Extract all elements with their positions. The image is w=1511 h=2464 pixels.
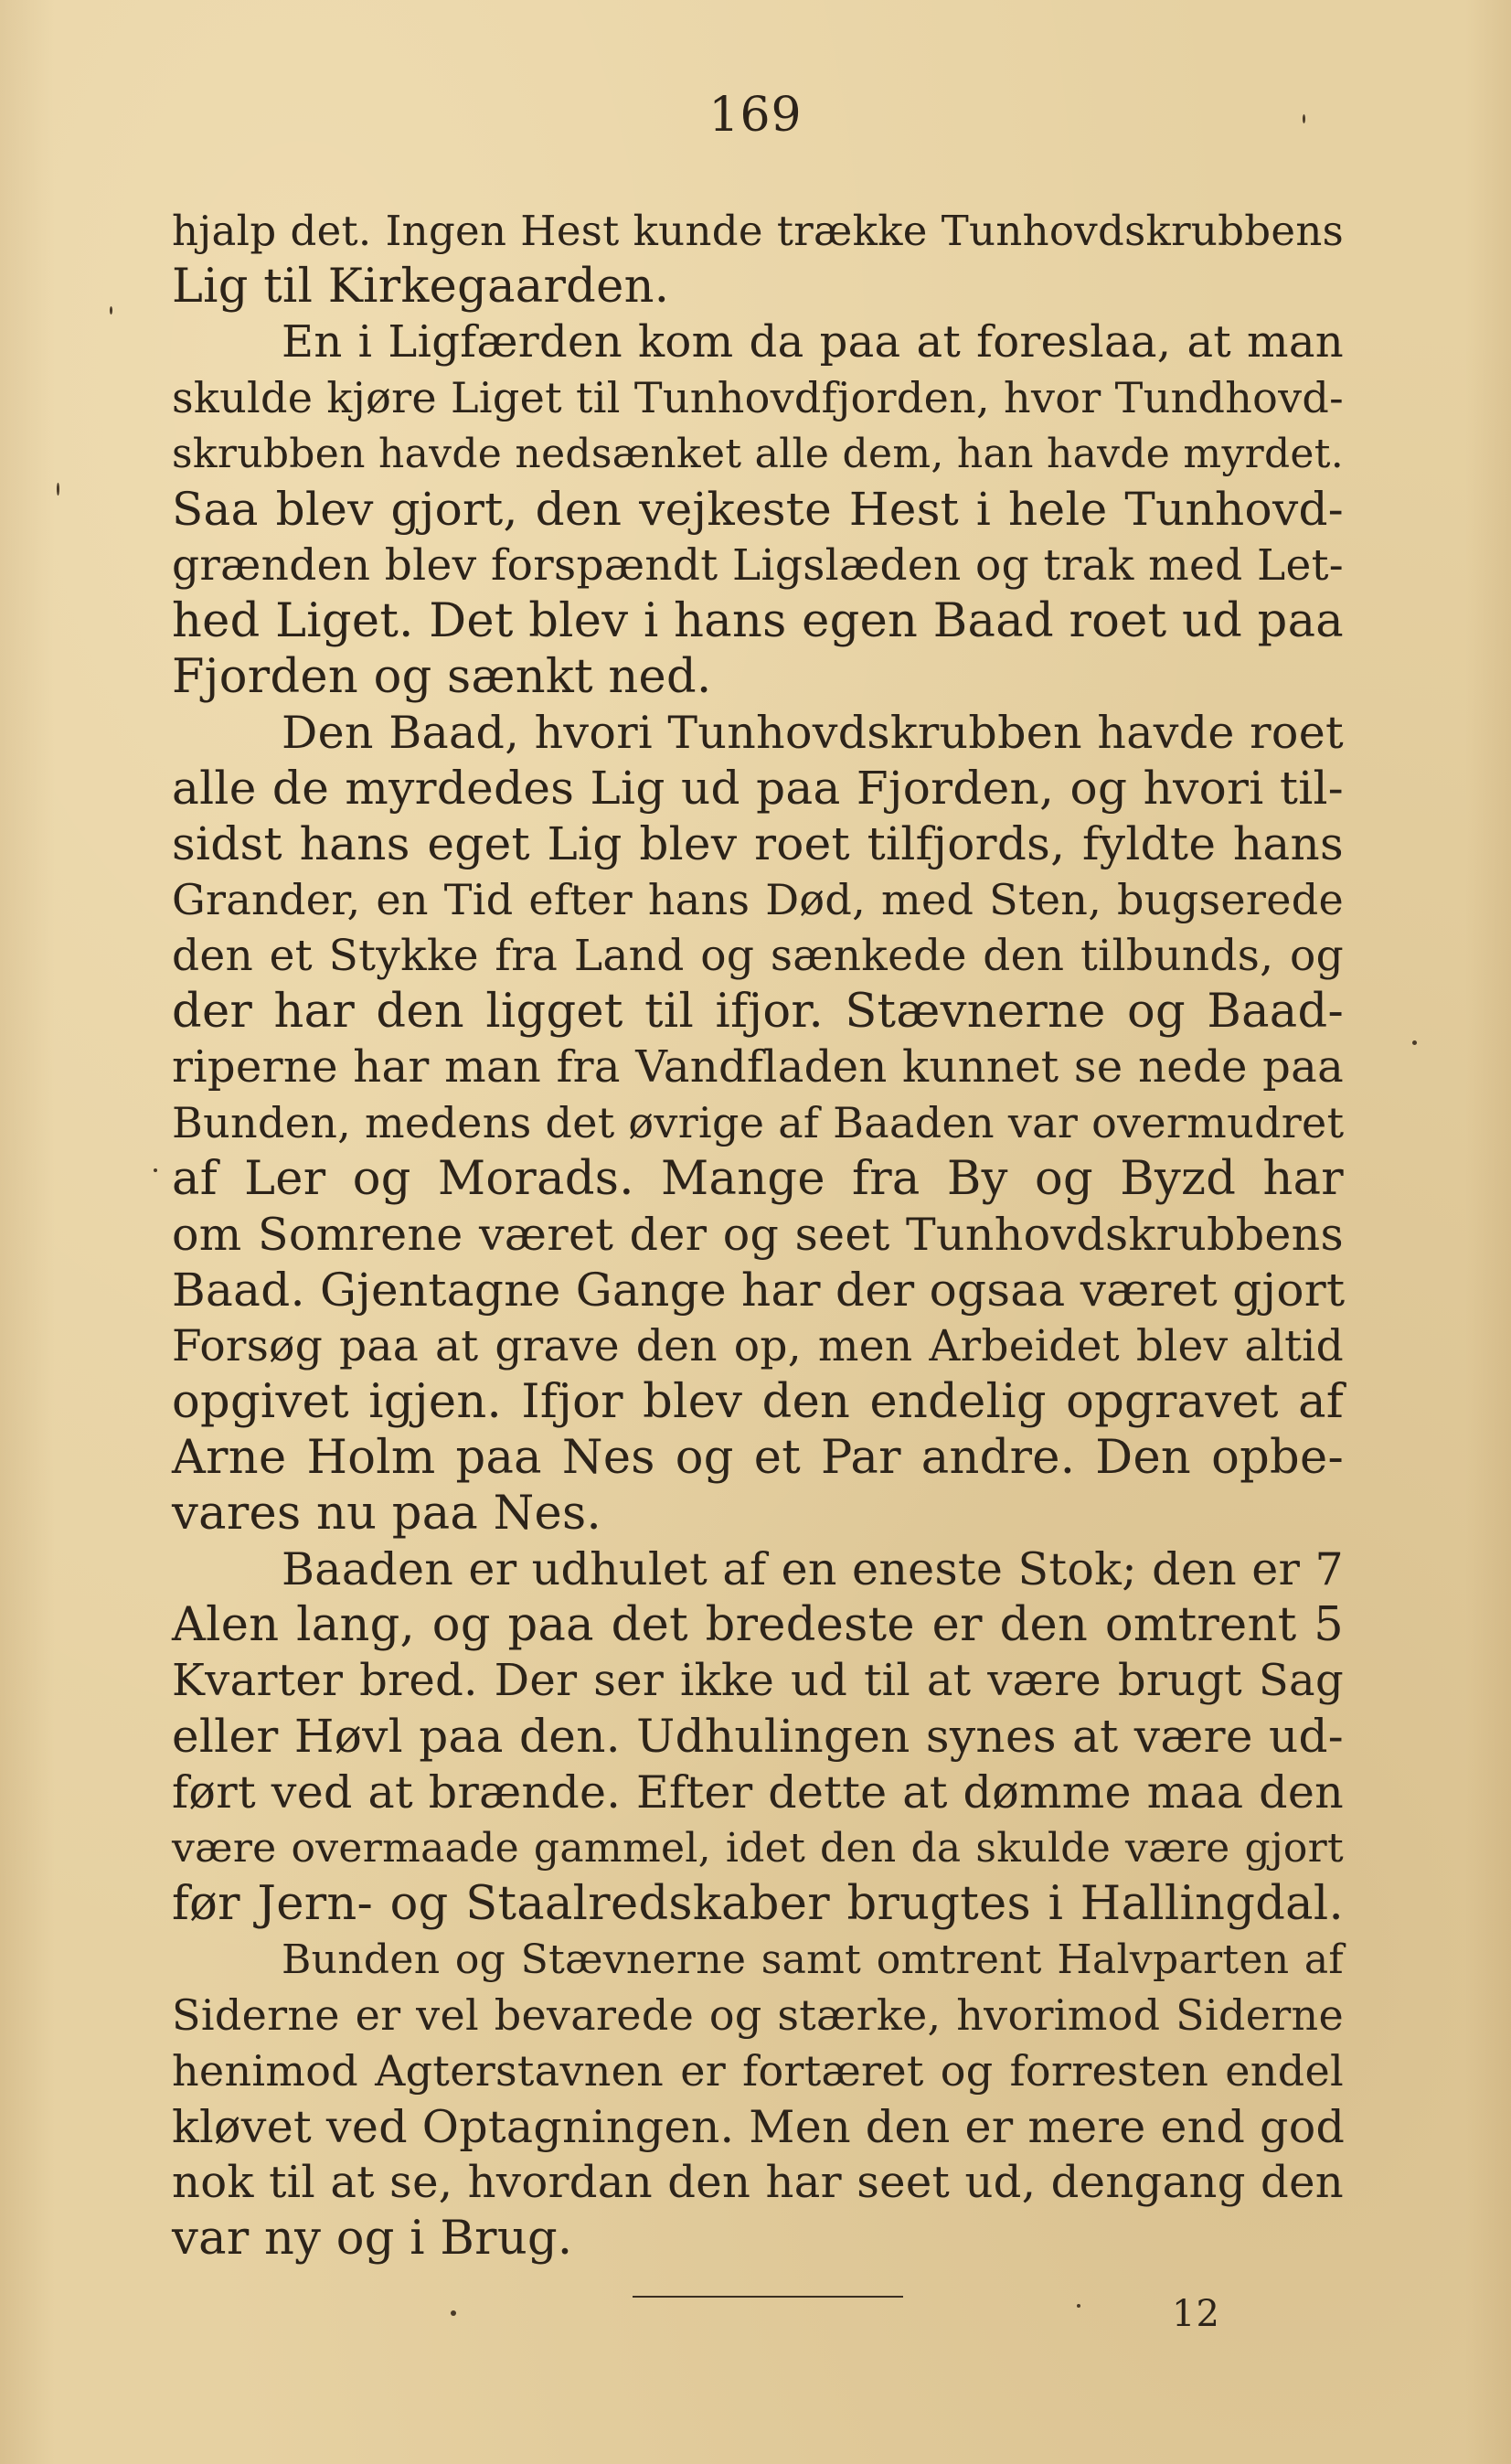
text-line: Bunden og Stævnerne samt omtrent Halvparten af <box>282 1936 1344 1983</box>
text-line: alle de myrdedes Lig ud paa Fjorden, og hvori til- <box>172 762 1344 815</box>
paper-speck <box>451 2310 456 2316</box>
text-line: En i Ligfærden kom da paa at foreslaa, at man <box>282 316 1344 368</box>
text-line: Alen lang, og paa det bredeste er den omtrent 5 <box>172 1598 1344 1652</box>
text-line: den et Stykke fra Land og sænkede den tilbunds, og <box>172 931 1344 981</box>
text-line: henimod Agterstavnen er fortæret og forresten endel <box>172 2046 1344 2096</box>
text-line: Saa blev gjort, den vejkeste Hest i hele Tunhovd- <box>172 483 1344 536</box>
text-line: før Jern- og Staalredskaber brugtes i Hallingdal. <box>172 1877 1344 1931</box>
text-line: riperne har man fra Vandfladen kunnet se nede paa <box>172 1041 1344 1093</box>
text-line: Siderne er vel bevarede og stærke, hvorimod Siderne <box>172 1990 1344 2040</box>
paper-speck <box>110 306 112 315</box>
text-line: ført ved at brænde. Efter dette at dømme maa den <box>172 1766 1344 1819</box>
text-line: Arne Holm paa Nes og et Par andre. Den opbe- <box>172 1431 1344 1485</box>
footer-rule <box>633 2296 903 2298</box>
signature-mark: 12 <box>1172 2293 1220 2335</box>
paper-speck <box>154 1168 157 1172</box>
body-text <box>172 203 1344 2267</box>
text-line: nok til at se, hvordan den har seet ud, dengang den <box>172 2157 1344 2208</box>
text-line: Grander, en Tid efter hans Død, med Sten, bugserede <box>172 875 1344 924</box>
paper-speck <box>1412 1040 1417 1045</box>
paper-speck <box>1077 2304 1080 2308</box>
text-line: vares nu paa Nes. <box>172 1487 602 1541</box>
text-line: hed Liget. Det blev i hans egen Baad roet ud paa <box>172 594 1344 648</box>
text-line: skulde kjøre Liget til Tunhovdfjorden, hvor Tundhovd- <box>172 373 1344 422</box>
text-line: grænden blev forspændt Ligslæden og trak med Let- <box>172 540 1344 591</box>
text-line: Baaden er udhulet af en eneste Stok; den er 7 <box>282 1543 1344 1595</box>
text-line: Kvarter bred. Der ser ikke ud til at være brugt Sag <box>172 1655 1344 1706</box>
text-line: var ny og i Brug. <box>172 2212 573 2266</box>
paper-speck <box>1303 114 1305 123</box>
text-line: der har den ligget til ifjor. Stævnerne og Baad- <box>172 985 1344 1039</box>
text-line: Den Baad, hvori Tunhovdskrubben havde roet <box>282 707 1344 759</box>
text-line: kløvet ved Optagningen. Men den er mere end god <box>172 2101 1346 2153</box>
text-line: sidst hans eget Lig blev roet tilfjords, fyldte hans <box>172 817 1344 870</box>
text-line: Fjorden og sænkt ned. <box>172 650 712 704</box>
text-line: eller Høvl paa den. Udhulingen synes at være ud- <box>172 1710 1344 1763</box>
paper-speck <box>57 483 59 496</box>
text-line: Bunden, medens det øvrige af Baaden var overmudret <box>172 1098 1345 1147</box>
text-line: Forsøg paa at grave den op, men Arbeidet blev altid <box>172 1321 1344 1371</box>
page-number: 169 <box>708 88 803 143</box>
text-line: om Somrene været der og seet Tunhovdskrubbens <box>172 1209 1344 1261</box>
text-line: opgivet igjen. Ifjor blev den endelig opgravet af <box>172 1375 1344 1429</box>
text-line: være overmaade gammel, idet den da skulde være gjort <box>172 1825 1344 1872</box>
text-line: Lig til Kirkegaarden. <box>172 260 670 314</box>
text-line: skrubben havde nedsænket alle dem, han havde myrdet. <box>172 431 1345 477</box>
text-line: hjalp det. Ingen Hest kunde trække Tunhovdskrubbens <box>172 207 1344 255</box>
text-line: Baad. Gjentagne Gange har der ogsaa været gjort <box>172 1264 1346 1317</box>
text-line: af Ler og Morads. Mange fra By og Byzd har <box>172 1152 1344 1206</box>
